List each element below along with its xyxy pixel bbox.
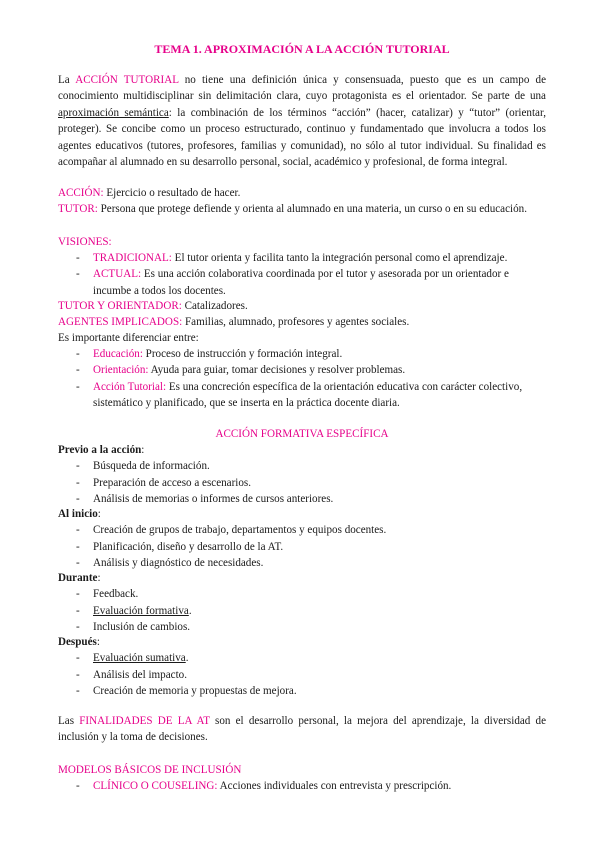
tutor-definition: [58, 201, 546, 217]
list-dash: -: [76, 268, 80, 281]
list-item: [58, 778, 546, 794]
list-dash: -: [76, 668, 80, 681]
list-item: [58, 379, 546, 412]
phase-previo: [58, 442, 546, 508]
tutor-orientador-line: [58, 298, 546, 314]
phase-item: Búsqueda de información.: [93, 460, 210, 473]
accion-definition: [58, 185, 546, 201]
list-dash: -: [76, 476, 80, 489]
phase-item: Análisis de memorias o informes de cursos anteriores.: [93, 493, 334, 506]
diferenciar-heading: Es importante diferenciar entre:: [58, 332, 199, 344]
phase-durante: [58, 570, 546, 636]
phase-item: Creación de grupos de trabajo, departamentos y equipos docentes.: [93, 524, 387, 537]
list-dash: -: [76, 380, 80, 393]
tutor-term: TUTOR:: [58, 203, 98, 215]
modelos-heading: MODELOS BÁSICOS DE INCLUSIÓN: [58, 764, 242, 776]
phase-colon: :: [141, 444, 145, 456]
agentes-line: [58, 314, 546, 330]
phase-item-underlined: Evaluación sumativa: [93, 652, 186, 665]
diferenciar-list: [58, 346, 546, 412]
list-dash: -: [76, 685, 80, 698]
list-item: [58, 650, 546, 666]
list-item: [58, 603, 546, 619]
agentes-text: Familias, alumnado, profesores y agentes sociales.: [182, 316, 410, 328]
accion-text: Ejercicio o resultado de hacer.: [103, 187, 241, 199]
phase-item: Feedback.: [93, 588, 139, 601]
list-item: [58, 346, 546, 362]
list-dash: -: [76, 557, 80, 570]
phase-label: Después: [58, 636, 97, 648]
tutor-text: Persona que protege defiende y orienta al alumnado en una materia, un curso o en su educación.: [97, 203, 527, 215]
list-item: [58, 667, 546, 683]
phase-item: Preparación de acceso a escenarios.: [93, 476, 251, 489]
list-dash: -: [76, 524, 80, 537]
phase-label: Previo a la acción: [58, 444, 142, 456]
phase-label: Al inicio: [58, 508, 98, 520]
list-item: [58, 586, 546, 602]
diferenciar-text: Proceso de instrucción y formación integral.: [142, 348, 343, 360]
phase-colon: :: [97, 508, 101, 520]
list-item: [58, 362, 546, 378]
intro-term: ACCIÓN TUTORIAL: [75, 74, 179, 86]
list-dash: -: [76, 252, 80, 264]
phase-colon: :: [97, 572, 101, 584]
phase-item: Planificación, diseño y desarrollo de la AT.: [93, 540, 284, 553]
phase-label: Durante: [58, 572, 98, 584]
accion-term: ACCIÓN:: [58, 187, 104, 199]
list-dash: -: [76, 780, 80, 792]
intro-text-1: La: [58, 74, 70, 86]
phase-colon: :: [96, 636, 100, 648]
intro-text-3: : la combinación de los términos “acción” (hacer, catalizar) y “tutor” (orientar, proteger). Se concibe como un proceso estructurado, continuo y fundamentado que involucra a todos los agentes educativos (tutores, profesores, familias y comunidad), no sólo al tutor individual. Su finalidad es acompañar al alumnado en su desarrollo personal, social, académico y profesional, de forma integral.: [58, 106, 547, 169]
phase-despues: [58, 634, 546, 700]
visiones-text: El tutor orienta y facilita tanto la integración personal como el aprendizaje.: [171, 252, 508, 264]
visiones-term: TRADICIONAL:: [93, 252, 172, 264]
list-item: [58, 475, 546, 491]
diferenciar-text: Es una concreción específica de la orientación educativa con carácter colectivo, sistemático y planificado, que se inserta en la práctica docente diaria.: [93, 380, 523, 410]
visiones-heading: VISIONES:: [58, 236, 112, 248]
visiones-text: Es una acción colaborativa coordinada por el tutor y asesorada por un orientador e incumbe a todos los docentes.: [93, 268, 509, 297]
phase-item: Análisis del impacto.: [93, 668, 187, 681]
tutor-orientador-text: Catalizadores.: [181, 300, 248, 312]
list-dash: -: [76, 621, 80, 634]
phase-item: Inclusión de cambios.: [93, 621, 191, 634]
formativa-heading: ACCIÓN FORMATIVA ESPECÍFICA: [215, 428, 389, 440]
phase-item: Creación de memoria y propuestas de mejora.: [93, 685, 297, 698]
phase-inicio: [58, 506, 546, 572]
modelos-term: CLÍNICO O COUSELING:: [93, 780, 218, 792]
phase-dot: .: [185, 652, 189, 665]
agentes-term: AGENTES IMPLICADOS:: [58, 316, 183, 328]
list-dash: -: [76, 588, 80, 601]
list-dash: -: [76, 540, 80, 553]
phase-dot: .: [188, 604, 192, 617]
list-item: [58, 250, 546, 266]
list-item: [58, 539, 546, 555]
list-dash: -: [76, 348, 80, 360]
diferenciar-term: Acción Tutorial:: [93, 380, 167, 393]
phase-item: Análisis y diagnóstico de necesidades.: [93, 557, 264, 570]
document-title: TEMA 1. APROXIMACIÓN A LA ACCIÓN TUTORIAL: [154, 42, 450, 56]
tutor-orientador-term: TUTOR Y ORIENTADOR:: [58, 300, 182, 312]
list-dash: -: [76, 652, 80, 665]
diferenciar-term: Educación:: [93, 348, 143, 360]
finalidades-text-1: Las: [58, 715, 80, 727]
list-item: [58, 683, 546, 699]
intro-paragraph: [58, 72, 546, 170]
intro-underlined: aproximación semántica: [58, 106, 169, 119]
finalidades-text-2: son el desarrollo personal, la mejora del aprendizaje, la diversidad de inclusión y la toma de decisiones.: [58, 715, 546, 744]
visiones-list: [58, 250, 546, 299]
list-item: [58, 266, 546, 299]
visiones-term: ACTUAL:: [93, 268, 142, 281]
modelos-text: Acciones individuales con entrevista y prescripción.: [217, 780, 452, 792]
list-dash: -: [76, 460, 80, 473]
finalidades-paragraph: [58, 713, 546, 746]
diferenciar-text: Ayuda para guiar, tomar decisiones y resolver problemas.: [148, 364, 406, 377]
list-dash: -: [76, 493, 80, 506]
intro-text-2: no tiene una definición única y consensuada, puesto que es un campo de conocimiento multidisciplinar sin delimitación clara, cuyo protagonista es el orientador. Se parte de una: [58, 74, 546, 103]
list-dash: -: [76, 364, 80, 377]
list-item: [58, 522, 546, 538]
list-item: [58, 458, 546, 474]
diferenciar-term: Orientación:: [93, 364, 149, 377]
phase-item-underlined: Evaluación formativa: [93, 604, 189, 617]
list-dash: -: [76, 604, 80, 617]
finalidades-term: FINALIDADES DE LA AT: [79, 715, 210, 727]
modelos-list: [58, 778, 546, 794]
